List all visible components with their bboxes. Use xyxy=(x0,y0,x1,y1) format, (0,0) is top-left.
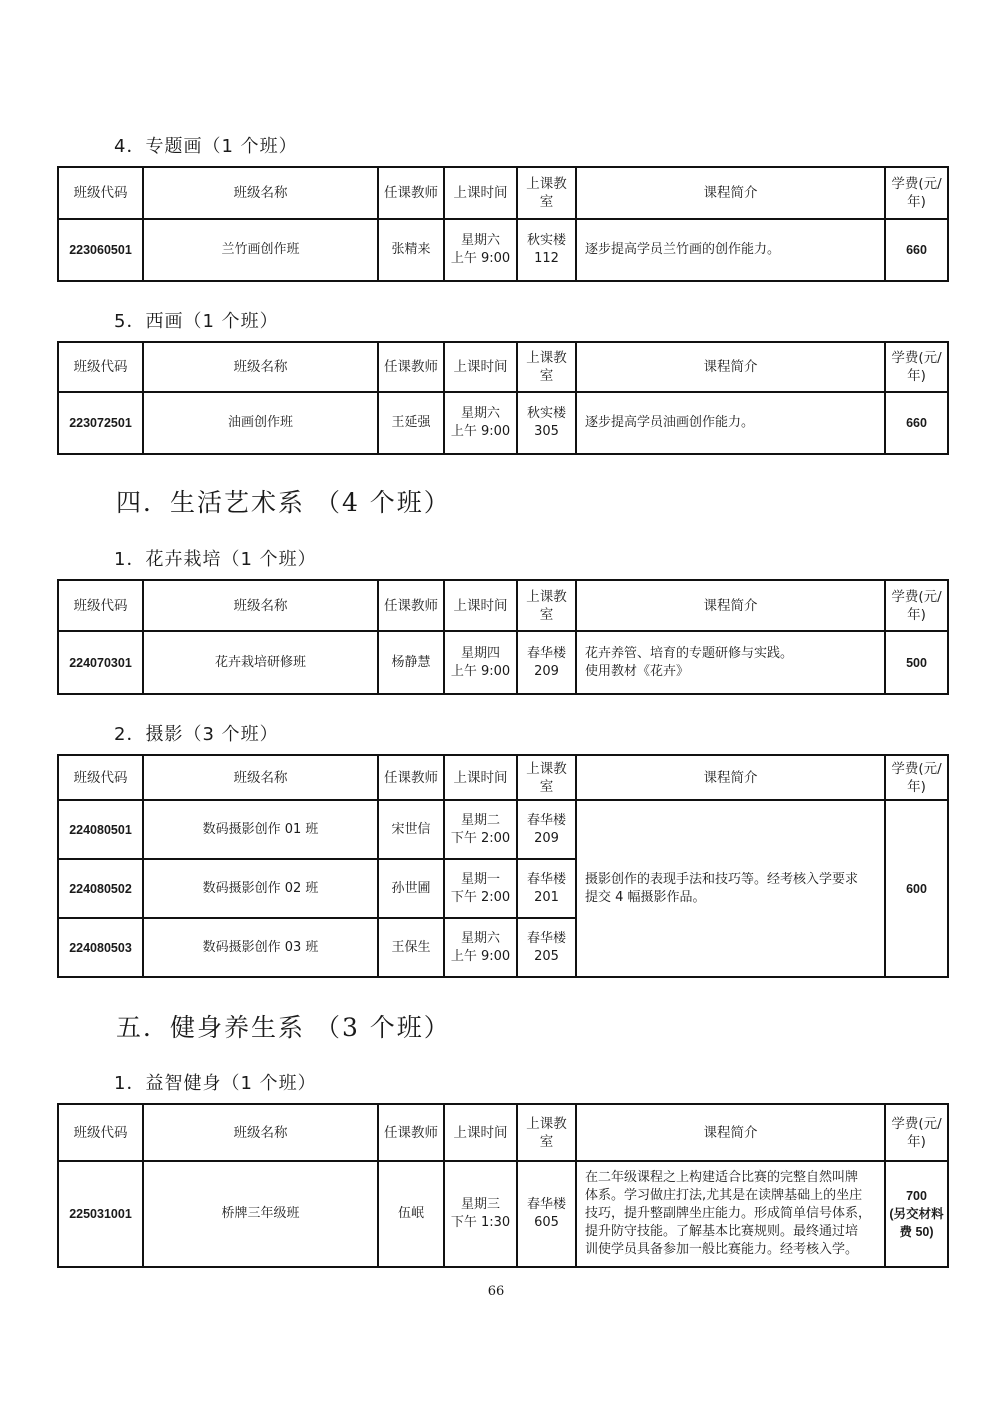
class-name: 兰竹画创作班 xyxy=(143,219,378,281)
course-description: 逐步提高学员兰竹画的创作能力。 xyxy=(576,219,885,281)
header-description: 课程简介 xyxy=(576,167,885,219)
classroom: 秋实楼 112 xyxy=(517,219,576,281)
header-description: 课程简介 xyxy=(576,580,885,631)
header-class-name: 班级名称 xyxy=(143,580,378,631)
course-description: 逐步提高学员油画创作能力。 xyxy=(576,392,885,454)
tuition-fee: 600 xyxy=(885,800,948,977)
class-table-western-painting xyxy=(57,341,949,455)
class-code: 224080503 xyxy=(58,918,143,977)
section-title-western-painting: 5．西画（1 个班） xyxy=(114,311,279,332)
header-room: 上课教室 xyxy=(517,167,576,219)
teacher: 王延强 xyxy=(378,392,444,454)
header-class-code: 班级代码 xyxy=(58,1104,143,1161)
header-teacher: 任课教师 xyxy=(378,755,444,800)
classroom: 春华楼 209 xyxy=(517,800,576,859)
class-time: 星期三 下午 1:30 xyxy=(444,1161,517,1267)
class-code: 224080501 xyxy=(58,800,143,859)
header-room: 上课教室 xyxy=(517,1104,576,1161)
header-teacher: 任课教师 xyxy=(378,167,444,219)
section-title-puzzle-fitness: 1．益智健身（1 个班） xyxy=(114,1073,317,1094)
class-time: 星期六 上午 9:00 xyxy=(444,219,517,281)
course-description: 摄影创作的表现手法和技巧等。经考核入学要求 提交 4 幅摄影作品。 xyxy=(576,800,885,977)
department-title-life-arts: 四．生活艺术系 （4 个班） xyxy=(116,488,451,517)
header-fee: 学费(元/年) xyxy=(885,580,948,631)
class-time: 星期二 下午 2:00 xyxy=(444,800,517,859)
header-description: 课程简介 xyxy=(576,755,885,800)
teacher: 杨静慧 xyxy=(378,631,444,694)
header-class-name: 班级名称 xyxy=(143,1104,378,1161)
header-room: 上课教室 xyxy=(517,342,576,392)
header-time: 上课时间 xyxy=(444,167,517,219)
header-fee: 学费(元/年) xyxy=(885,167,948,219)
class-name: 数码摄影创作 01 班 xyxy=(143,800,378,859)
section-title-special-painting: 4．专题画（1 个班） xyxy=(114,136,298,157)
table-header-row xyxy=(58,167,948,219)
classroom: 秋实楼 305 xyxy=(517,392,576,454)
header-class-code: 班级代码 xyxy=(58,580,143,631)
header-description: 课程简介 xyxy=(576,1104,885,1161)
course-description: 花卉养管、培育的专题研修与实践。 使用教材《花卉》 xyxy=(576,631,885,694)
table-row xyxy=(58,800,948,859)
class-time: 星期四 上午 9:00 xyxy=(444,631,517,694)
table-header-row xyxy=(58,580,948,631)
teacher: 伍岷 xyxy=(378,1161,444,1267)
header-room: 上课教室 xyxy=(517,755,576,800)
tuition-fee: 700 (另交材料 费 50) xyxy=(885,1161,948,1267)
class-table-puzzle-fitness xyxy=(57,1103,949,1268)
section-title-photography: 2．摄影（3 个班） xyxy=(114,724,279,745)
class-time: 星期六 上午 9:00 xyxy=(444,918,517,977)
header-description: 课程简介 xyxy=(576,342,885,392)
class-code: 224080502 xyxy=(58,859,143,918)
tuition-fee: 660 xyxy=(885,219,948,281)
header-class-code: 班级代码 xyxy=(58,755,143,800)
header-teacher: 任课教师 xyxy=(378,1104,444,1161)
class-table-flower-cultivation xyxy=(57,579,949,695)
table-header-row xyxy=(58,342,948,392)
header-class-name: 班级名称 xyxy=(143,755,378,800)
table-header-row xyxy=(58,1104,948,1161)
header-room: 上课教室 xyxy=(517,580,576,631)
class-name: 桥牌三年级班 xyxy=(143,1161,378,1267)
class-table-special-painting xyxy=(57,166,949,282)
classroom: 春华楼 209 xyxy=(517,631,576,694)
header-class-name: 班级名称 xyxy=(143,342,378,392)
header-teacher: 任课教师 xyxy=(378,342,444,392)
header-class-code: 班级代码 xyxy=(58,167,143,219)
header-time: 上课时间 xyxy=(444,1104,517,1161)
table-header-row xyxy=(58,755,948,800)
table-row xyxy=(58,1161,948,1267)
header-fee: 学费(元/年) xyxy=(885,1104,948,1161)
teacher: 孙世圃 xyxy=(378,859,444,918)
teacher: 宋世信 xyxy=(378,800,444,859)
class-name: 数码摄影创作 02 班 xyxy=(143,859,378,918)
class-time: 星期一 下午 2:00 xyxy=(444,859,517,918)
class-time: 星期六 上午 9:00 xyxy=(444,392,517,454)
tuition-fee: 660 xyxy=(885,392,948,454)
header-time: 上课时间 xyxy=(444,342,517,392)
class-name: 花卉栽培研修班 xyxy=(143,631,378,694)
class-name: 油画创作班 xyxy=(143,392,378,454)
table-row xyxy=(58,392,948,454)
class-table-photography xyxy=(57,754,949,978)
teacher: 王保生 xyxy=(378,918,444,977)
table-row xyxy=(58,219,948,281)
course-description: 在二年级课程之上构建适合比赛的完整自然叫牌 体系。学习做庄打法,尤其是在读牌基础上的坐庄 技巧，提升整副牌坐庄能力。形成简单信号体系， 提升防守技能。了解基本比赛规则。最终通过培 训使学员具备参加一般比赛能力。经考核入学。 xyxy=(576,1161,885,1267)
classroom: 春华楼 201 xyxy=(517,859,576,918)
header-time: 上课时间 xyxy=(444,580,517,631)
header-class-name: 班级名称 xyxy=(143,167,378,219)
page-number: 66 xyxy=(487,1284,505,1299)
class-code: 224070301 xyxy=(58,631,143,694)
classroom: 春华楼 205 xyxy=(517,918,576,977)
section-title-flower-cultivation: 1．花卉栽培（1 个班） xyxy=(114,549,317,570)
class-code: 223072501 xyxy=(58,392,143,454)
classroom: 春华楼 605 xyxy=(517,1161,576,1267)
teacher: 张精来 xyxy=(378,219,444,281)
class-code: 225031001 xyxy=(58,1161,143,1267)
header-fee: 学费(元/年) xyxy=(885,342,948,392)
header-fee: 学费(元/年) xyxy=(885,755,948,800)
header-teacher: 任课教师 xyxy=(378,580,444,631)
department-title-fitness-wellness: 五．健身养生系 （3 个班） xyxy=(116,1013,451,1042)
class-code: 223060501 xyxy=(58,219,143,281)
header-time: 上课时间 xyxy=(444,755,517,800)
header-class-code: 班级代码 xyxy=(58,342,143,392)
tuition-fee: 500 xyxy=(885,631,948,694)
table-row xyxy=(58,631,948,694)
class-name: 数码摄影创作 03 班 xyxy=(143,918,378,977)
